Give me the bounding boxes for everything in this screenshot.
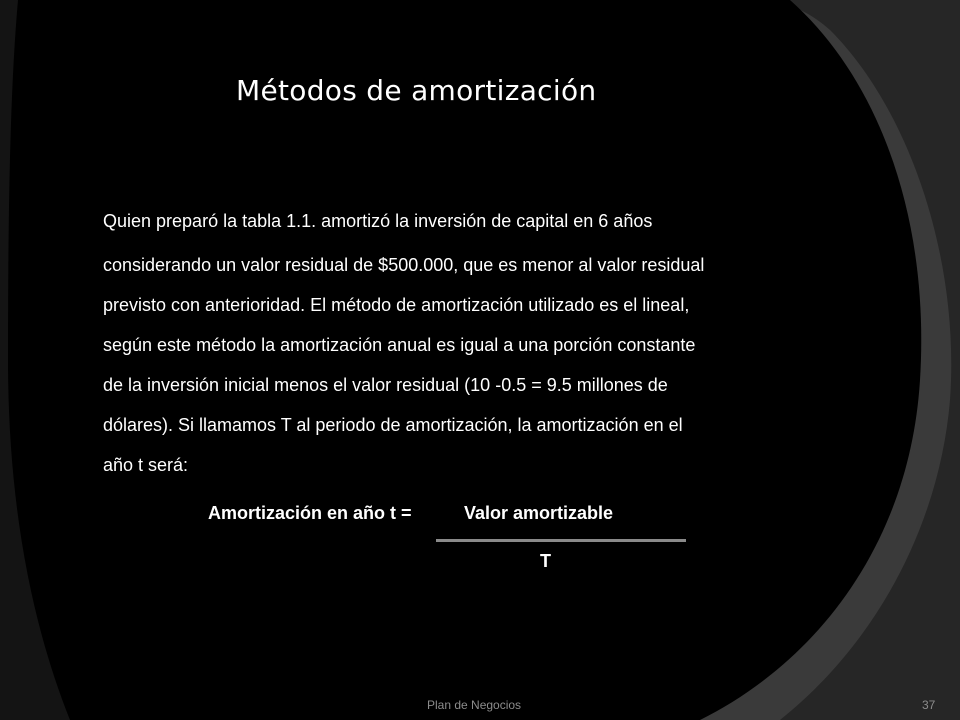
paragraph-line: considerando un valor residual de $500.000, que es menor al valor residual	[103, 255, 705, 275]
formula-fraction-bar	[436, 539, 686, 542]
paragraph-line: según este método la amortización anual es igual a una porción constante	[103, 335, 696, 355]
paragraph-line: Quien preparó la tabla 1.1. amortizó la inversión de capital en 6 años	[103, 211, 653, 231]
footer-label: Plan de Negocios	[427, 698, 522, 712]
formula-denominator: T	[540, 551, 551, 571]
paragraph-line: previsto con anterioridad. El método de amortización utilizado es el lineal,	[103, 295, 690, 315]
formula-numerator: Valor amortizable	[464, 503, 614, 523]
paragraph-line: año t será:	[103, 455, 189, 475]
paragraph-line: dólares). Si llamamos T al periodo de amortización, la amortización en el	[103, 415, 683, 435]
content-lens	[8, 0, 921, 720]
paragraph-line: de la inversión inicial menos el valor residual (10 -0.5 = 9.5 millones de	[103, 375, 668, 395]
page-number: 37	[922, 698, 936, 712]
formula-lhs: Amortización en año t =	[208, 503, 412, 523]
slide-title: Métodos de amortización	[236, 74, 597, 107]
